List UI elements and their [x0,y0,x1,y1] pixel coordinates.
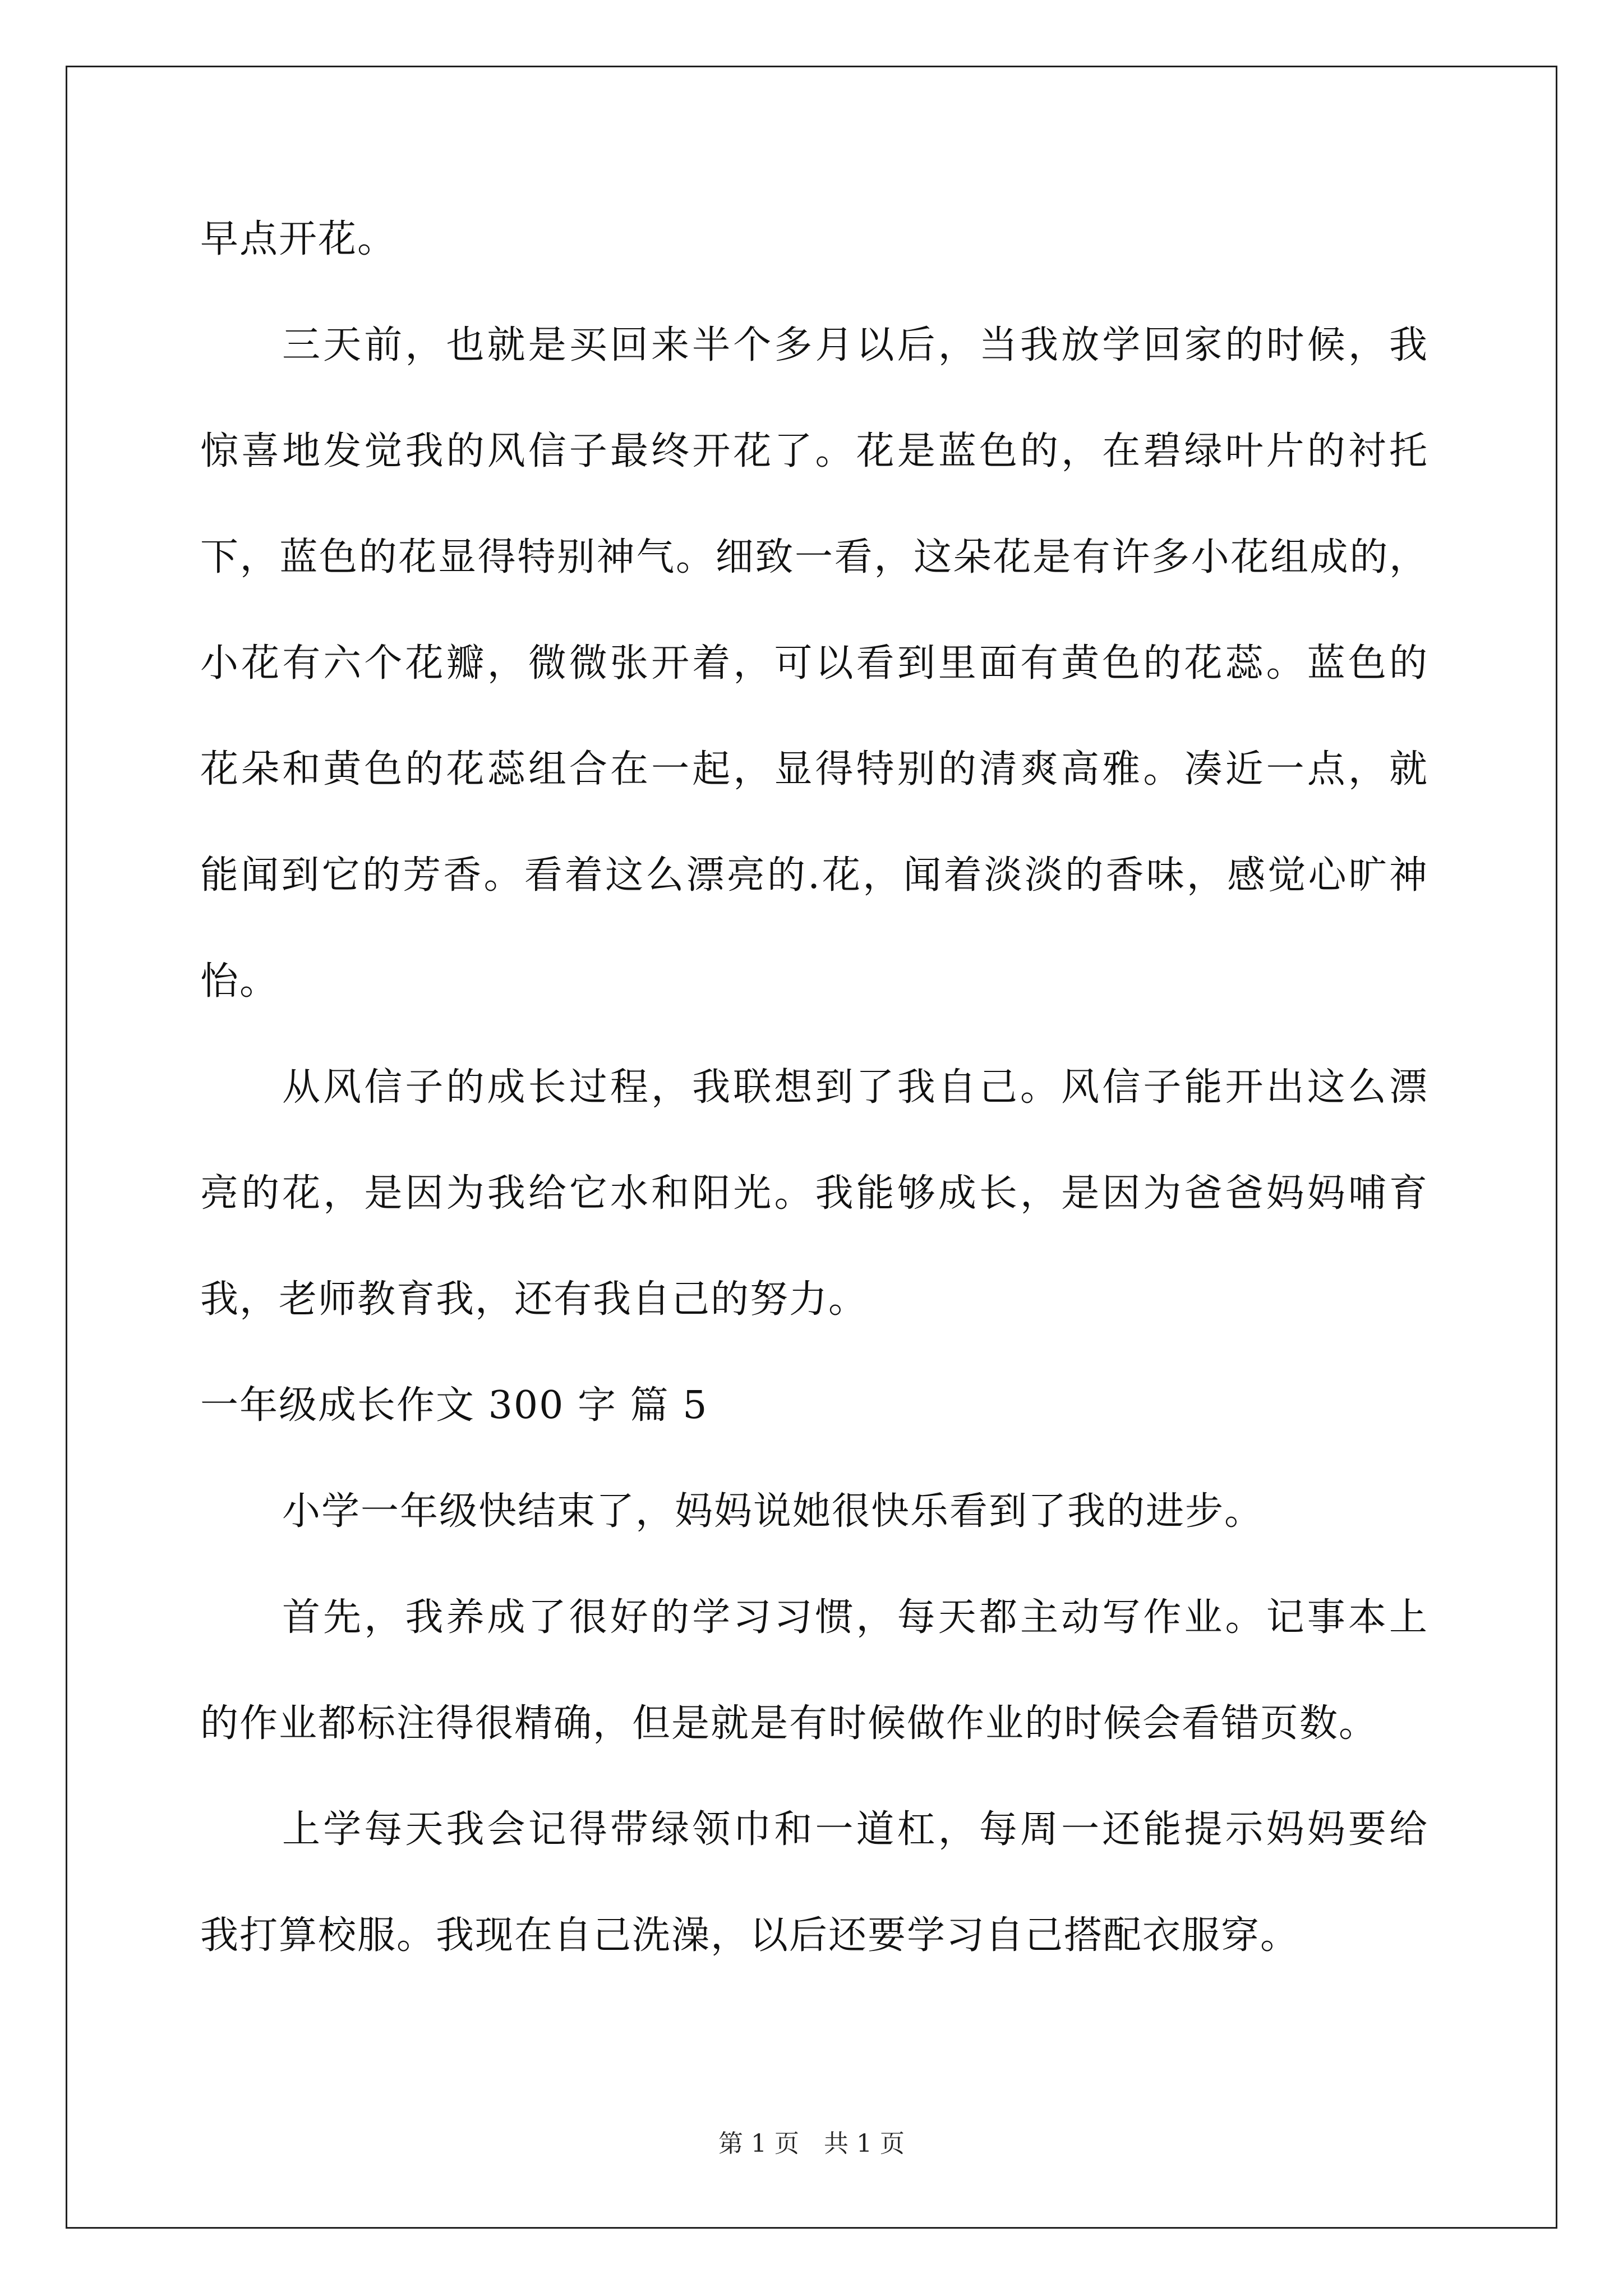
paragraph-line: 的作业都标注得很精确，但是就是有时候做作业的时候会看错页数。 [200,1701,1378,1746]
section-heading: 一年级成长作文 300 字 篇 5 [200,1383,708,1428]
paragraph-line: 惊喜地发觉我的风信子最终开花了。花是蓝色的，在碧绿叶片的衬托 [200,429,1428,473]
paragraph-line: 怡。 [200,959,279,1004]
paragraph-line: 我打算校服。我现在自己洗澡，以后还要学习自己搭配衣服穿。 [200,1913,1300,1958]
paragraph-line: 小学一年级快结束了，妈妈说她很快乐看到了我的进步。 [282,1489,1264,1534]
paragraph-line: 早点开花。 [200,217,397,261]
paragraph-line: 小花有六个花瓣，微微张开着，可以看到里面有黄色的花蕊。蓝色的 [200,641,1428,685]
paragraph-line: 花朵和黄色的花蕊组合在一起，显得特别的清爽高雅。凑近一点，就 [200,747,1428,792]
document-body [200,213,1428,2016]
paragraph-line: 从风信子的成长过程，我联想到了我自己。风信子能开出这么漂 [282,1065,1428,1110]
paragraph-line: 三天前，也就是买回来半个多月以后，当我放学回家的时候，我 [282,323,1428,367]
page-number: 第 1 页 共 1 页 [718,2129,905,2158]
paragraph-line: 首先，我养成了很好的学习习惯，每天都主动写作业。记事本上 [282,1595,1428,1640]
paragraph-line: 上学每天我会记得带绿领巾和一道杠，每周一还能提示妈妈要给 [282,1807,1428,1852]
paragraph-line: 我，老师教育我，还有我自己的努力。 [200,1277,868,1322]
paragraph-line: 下，蓝色的花显得特别神气。细致一看，这朵花是有许多小花组成的， [200,535,1428,579]
paragraph-line: 亮的花，是因为我给它水和阳光。我能够成长，是因为爸爸妈妈哺育 [200,1171,1428,1216]
paragraph-line: 能闻到它的芳香。看着这么漂亮的.花，闻着淡淡的香味，感觉心旷神 [200,853,1428,898]
